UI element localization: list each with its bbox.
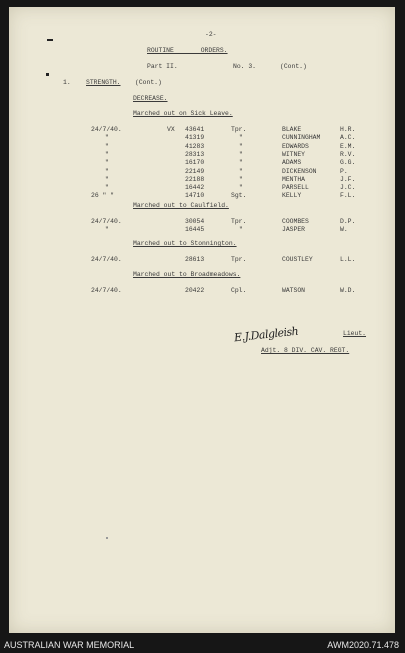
roster-rank: Tpr. (231, 256, 247, 263)
punch-mark (46, 73, 49, 76)
roster-name: COOMBES (282, 218, 309, 225)
roster-rank: Cpl. (231, 287, 247, 294)
signatory-rank: Lieut. (343, 330, 367, 337)
roster-rank: " (239, 150, 243, 158)
roster-num: 41283 (185, 142, 205, 150)
section-number: 1. (63, 79, 71, 86)
roster-date: 24/7/40. (91, 218, 122, 225)
roster-num: 28313 (185, 150, 205, 158)
signatory-title: Adjt. 8 DIV. CAV. REGT. (261, 347, 350, 354)
roster-date: " (105, 167, 109, 175)
order-cont: (Cont.) (280, 63, 307, 70)
roster-init: G.G. (340, 159, 356, 167)
roster-name: MENTHA (282, 175, 306, 183)
roster-rank: " (239, 167, 243, 175)
roster-date: 24/7/40. (91, 126, 122, 133)
roster-date: 24/7/40. (91, 287, 122, 294)
roster-num: 16445 (185, 226, 205, 234)
roster-name: EDWARDS (282, 142, 309, 150)
roster-date: " (105, 134, 109, 142)
roster-num: 28613 (185, 256, 205, 263)
roster-prefix: VX (167, 126, 175, 133)
roster-rank: " (239, 175, 243, 183)
roster-rank: " (239, 226, 243, 234)
section-title: STRENGTH. (86, 79, 121, 86)
section-cont: (Cont.) (135, 79, 162, 86)
roster-init: E.M. (340, 142, 356, 150)
roster-num: 20422 (185, 287, 205, 294)
signature: E.J.Dalgleish (233, 324, 299, 345)
roster-date: " (105, 150, 109, 158)
punch-mark (47, 39, 53, 41)
roster-init: L.L. (340, 256, 356, 263)
roster-date: 26 " " (91, 192, 115, 200)
roster-name: WATSON (282, 287, 306, 294)
roster-init: W.D. (340, 287, 356, 294)
roster-name: DICKENSON (282, 167, 317, 175)
roster-num: 22188 (185, 175, 205, 183)
roster-init: D.P. (340, 218, 356, 225)
document-page (9, 7, 395, 633)
roster-init: J.C. (340, 184, 356, 192)
roster-date: " (105, 226, 109, 234)
roster-name: WITNEY (282, 150, 306, 158)
roster-rank: " (239, 184, 243, 192)
group-title: Marched out to Caulfield. (133, 202, 229, 209)
roster-num: 16442 (185, 184, 205, 192)
roster-name: KELLY (282, 192, 302, 200)
roster-init: W. (340, 226, 348, 234)
roster-num: 30054 (185, 218, 205, 225)
roster-rank: " (239, 134, 243, 142)
roster-rank: " (239, 142, 243, 150)
roster-num: 41319 (185, 134, 205, 142)
footer-right: AWM2020.71.478 (327, 638, 399, 653)
roster-name: ADAMS (282, 159, 302, 167)
roster-name: COUSTLEY (282, 256, 313, 263)
roster-name: JASPER (282, 226, 306, 234)
roster-init: H.R. (340, 126, 356, 133)
roster-init: R.V. (340, 150, 356, 158)
roster-num: 22149 (185, 167, 205, 175)
roster-num: 16170 (185, 159, 205, 167)
order-number: No. 3. (233, 63, 257, 70)
roster-init: A.C. (340, 134, 356, 142)
roster-rank: Tpr. (231, 126, 247, 133)
part-label: Part II. (147, 63, 178, 70)
roster-num: 43641 (185, 126, 205, 133)
roster-rank: Tpr. (231, 218, 247, 225)
roster-init: J.F. (340, 175, 356, 183)
heading: ROUTINE ORDERS. (147, 47, 228, 54)
group-title: Marched out on Sick Leave. (133, 110, 233, 117)
roster-name: PARSELL (282, 184, 309, 192)
roster-name: BLAKE (282, 126, 302, 133)
footer-left: AUSTRALIAN WAR MEMORIAL (4, 638, 134, 653)
roster-init: F.L. (340, 192, 356, 200)
roster-rank: " (239, 159, 243, 167)
roster-rank: Sgt. (231, 192, 247, 200)
roster-init: P. (340, 167, 348, 175)
roster-date: " (105, 159, 109, 167)
roster-name: CUNNINGHAM (282, 134, 321, 142)
page-number: -2- (205, 31, 217, 38)
roster-date: 24/7/40. (91, 256, 122, 263)
roster-date: " (105, 184, 109, 192)
decrease-heading: DECREASE. (133, 95, 168, 102)
roster-num: 14710 (185, 192, 205, 200)
roster-date: " (105, 175, 109, 183)
roster-date: " (105, 142, 109, 150)
group-title: Marched out to Stonnington. (133, 240, 237, 247)
group-title: Marched out to Broadmeadows. (133, 271, 241, 278)
stray-mark (106, 537, 108, 539)
